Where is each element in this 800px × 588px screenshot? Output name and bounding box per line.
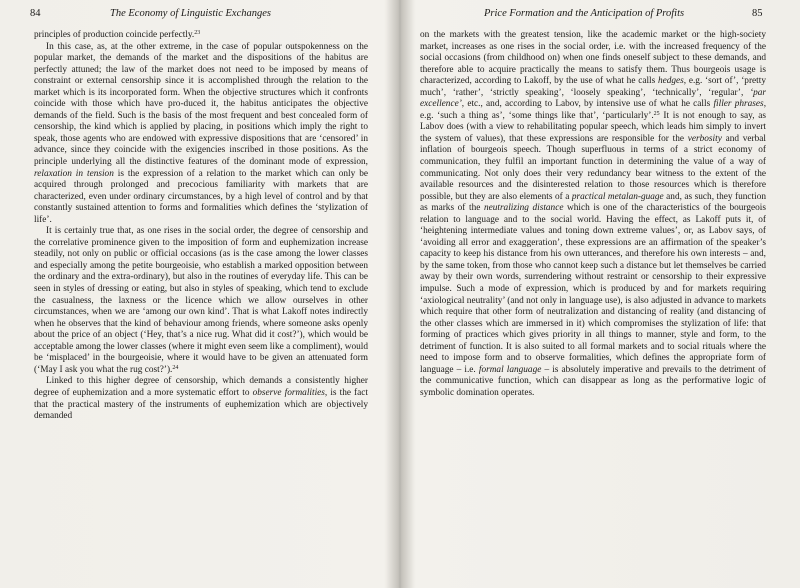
paragraph — [34, 30, 368, 42]
emphasis: relaxation in tension — [34, 168, 114, 179]
text-run: on the markets with the greatest tension, like the academic market or the high-society market, increases as one rises in the social order, i.e. with the increased frequency of the social occasions (from childhood on) when one finds oneself subject to these demands, and therefore able to acquire practically the means to satisfy them. Thus bourgeois usage is characterized, according to Lakoff, by the use of what he calls — [420, 30, 766, 87]
emphasis: hedges — [657, 76, 684, 87]
text-run: and verbal inflation of bourgeois speech. Though superfluous in terms of a strict economy of communication, they fulfil an important function in determining the value of a way of communicating. Not only does their very redundancy bear witness to the extent of the available resources and the disinterested relation to those resources which is therefore possible, but they are also elements of a — [420, 133, 766, 202]
text-run: – is absolutely imperative and prevails to the detriment of the communicative function, which can disappear as long as the performative logic of symbolic domination operates. — [420, 364, 766, 398]
paragraph — [34, 376, 368, 422]
emphasis: ‘par excellence’ — [420, 87, 766, 110]
text-run: , is the fact that the practical mastery of the instruments of euphemization which are objectively demanded — [34, 387, 368, 422]
text-run: It is not enough to say, as Labov does (with a view to rehabilitating popular speech, which leads him simply to invert the system of values), that these expressions are responsible for the — [420, 110, 766, 144]
text-run: principles of production coincide perfectly. — [34, 30, 195, 40]
text-run: Linked to this higher degree of censorship, which demands a consistently higher degree of euphemization and a more systematic effort to — [34, 376, 368, 398]
text-run: It is certainly true that, as one rises in the social order, the degree of censorship and the correlative prominence given to the imposition of form and euphemization increase steadily, not only on public or official occasions (as is the case among the lower classes and especially among the petite bourgeoisie, who establish a marked opposition between the ordinary and the extra-ordinary), but also in the routines of everyday life. This can be seen in styles of dressing or eating, but also in styles of speaking, which tend to exclude the casualness, the laxness or the licence which we allow ourselves in other circumstances, when we are ‘among our own kind’. That is what Lakoff notes indirectly when he observes that the kind of behaviour among friends, where someone asks openly about the price of an object (‘Hey, that’s a nice rug. What did it cost?’), which would be acceptable among the lower classes (where it might even seem like a compliment), would be ‘misplaced’ in the bourgeoisie, where it would have to be given an attenuated form (‘May I ask you what the rug cost?’). — [34, 226, 368, 375]
paragraph — [34, 226, 368, 376]
emphasis: verbosity — [687, 133, 722, 144]
body-text — [34, 30, 368, 423]
text-run: , e.g. ‘such a thing as’, ‘some things like that’, ‘particularly’. — [420, 99, 767, 121]
text-run: is the expression of a relation to the market which can only be acquired through prolonged and precocious familiarity with markets that are characterized, even under ordinary circumstances, by a high level of control and by that constantly sustained attention to forms and formalities which defines the ‘stylization of life’. — [34, 168, 368, 225]
text-run: , etc., and, according to Labov, by intensive use of what he calls — [461, 99, 714, 110]
page-number: 85 — [752, 8, 763, 19]
running-head: The Economy of Linguistic Exchanges — [110, 8, 271, 19]
emphasis: filler phrases — [713, 99, 764, 110]
text-run: , e.g. ‘sort of’, ‘pretty much’, ‘rather’, ‘strictly speaking’, ‘loosely speaking’, ‘technically’, ‘regular’, — [420, 76, 766, 98]
footnote-ref: 23 — [194, 30, 201, 36]
paragraph — [420, 30, 766, 400]
text-run: In this case, as, at the other extreme, in the case of popular outspokenness on the popular market, the demands of the market and the dispositions of the habitus are perfectly attuned; the law of the market does not need to be imposed by means of constraint or external censorship since it is accomplished through the relation to the market which is its incorporated form. When the objective structures which it confronts coincide with those which have pro-duced it, the habitus anticipates the objective demands of the field. Such is the basis of the most frequent and best concealed form of censorship, the kind which is applied by placing, in positions which imply the right to speak, those agents who are endowed with expressive dispositions that are ‘censored’ in advance, since they coincide with the exigencies inscribed in those positions. As the principle underlying all the distinctive features of the dominant mode of expression, — [34, 41, 368, 168]
right-page — [400, 0, 800, 588]
emphasis: practical metalan-guage — [571, 191, 664, 202]
text-run: which is one of the characteristics of the bourgeois relation to language and to the social world. Having the effect, as Lakoff puts it, of ‘heightening intermediate values and toning down extreme values’, or, as Labov says, of ‘avoiding all error and exaggeration’, these expressions are an affirmation of the speaker’s capacity to keep his distance from his own utterances, and therefore his own interests – and, by the same token, from those who cannot keep such a distance but let themselves be carried away by their own words, surrendering without restraint or censorship to their expressive impulse. Such a mode of expression, which is produced by and for markets requiring ‘axiological neutrality’ (and not only in language use), is also adjusted in advance to markets which require that other form of neutralization and distancing of reality (and distancing of the other classes which are immersed in it) which compromises the stylization of life: that forming of practices which gives priority in all things to manner, style and form, to the detriment of function. It is also suited to all formal markets and to social rituals where the need to impose form and to observe formalities, which defines the appropriate form of language – i.e. — [420, 203, 766, 375]
paragraph — [34, 42, 368, 227]
text-run: and, as such, they function as marks of the — [420, 191, 766, 214]
footnote-ref: 25 — [653, 110, 660, 117]
emphasis: neutralizing distance — [483, 203, 564, 214]
emphasis: observe formalities — [252, 387, 325, 398]
page-number: 84 — [30, 8, 41, 19]
emphasis: formal language — [478, 364, 542, 375]
running-head: Price Formation and the Anticipation of Profits — [484, 8, 685, 19]
body-text — [420, 30, 766, 400]
footnote-ref: 24 — [172, 364, 179, 371]
